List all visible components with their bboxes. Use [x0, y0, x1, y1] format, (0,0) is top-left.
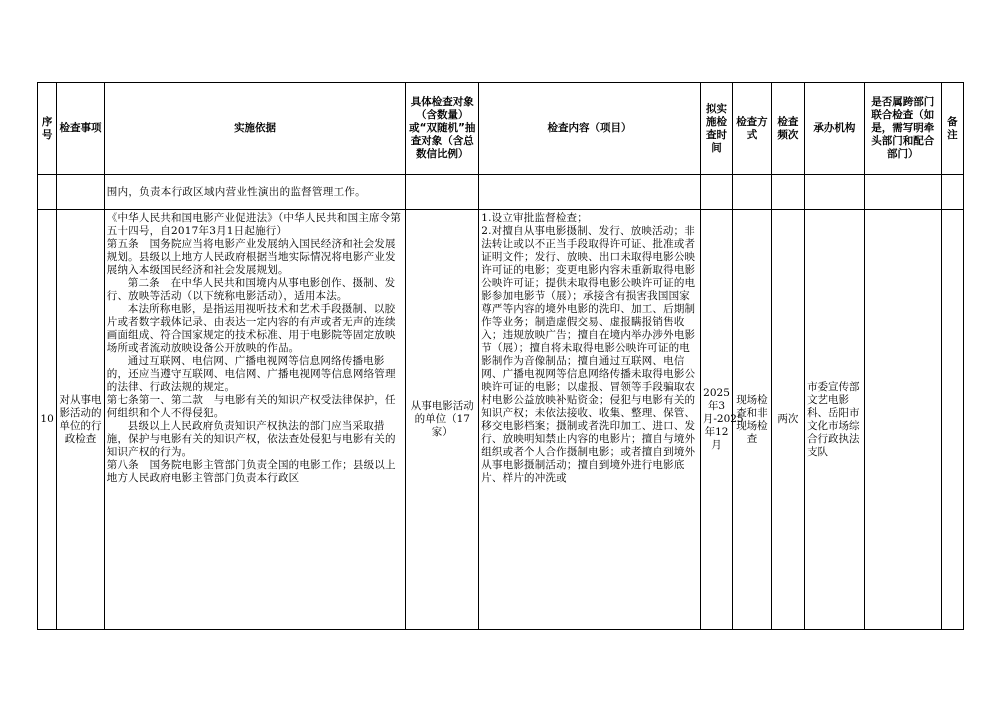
- basis-paragraph: 通过互联网、电信网、广播电视网等信息网络传播电影的，还应当遵守互联网、电信网、广播电视网等信息网络管理的法律、行政法规的规定。: [106, 354, 396, 393]
- row-org: 市委宣传部文艺电影科、岳阳市文化市场综合行政执法支队: [805, 210, 865, 630]
- row-freq: 两次: [771, 210, 804, 630]
- header-object: 具体检查对象（含数量）或“双随机”抽查对象（含总数信比例）: [406, 83, 479, 175]
- header-row: [38, 83, 964, 175]
- basis-paragraph: 本法所称电影，是指运用视听技术和艺术手段摄制、以胶片或者数字载体记录、由表达一定内容的有声或者无声的连续画面组成、符合国家规定的技术标准、用于电影院等固定放映场所或者流动放映设备公开放映的作品。: [106, 302, 396, 354]
- basis-paragraph: 第七条第一、第二款 与电影有关的知识产权受法律保护，任何组织和个人不得侵犯。: [106, 393, 396, 419]
- row-basis: [104, 210, 406, 630]
- basis-paragraph: 第二条 在中华人民共和国境内从事电影创作、摄制、发行、放映等活动（以下统称电影活动），适用本法。: [106, 276, 396, 302]
- header-item: 检查事项: [57, 83, 105, 175]
- basis-paragraph: 第八条 国务院电影主管部门负责全国的电影工作；县级以上地方人民政府电影主管部门负责本行政区: [106, 458, 396, 484]
- header-seq: 序号: [38, 83, 57, 175]
- row-item: 对从事电影活动的单位的行政检查: [57, 210, 105, 630]
- basis-paragraph: 《中华人民共和国电影产业促进法》（中华人民共和国主席令第五十四号，自2017年3月1日起施行）: [106, 211, 402, 237]
- content-paragraph: 2.对擅自从事电影摄制、发行、放映活动；非法转让或以不正当手段取得许可证、批准或者证明文件；发行、放映、出口未取得电影公映许可证的电影；变更电影内容未重新取得电影公映许可证；提供未取得电影公映许可证的电影参加电影节（展）；承接含有损害我国国家尊严等内容的境外电影的洗印、加工、后期制作等业务；制造虚假交易、虚报瞒报销售收入；违规放映广告；擅自在境内举办涉外电影节（展）；擅自将未取得电影公映许可证的电影制作为音像制品；擅自通过互联网、电信网、广播电视网等信息网络传播未取得电影公映许可证的电影；以虚报、冒领等手段骗取农村电影公益放映补贴资金；侵犯与电影有关的知识产权；未依法接收、收集、整理、保管、移交电影档案；摄制或者洗印加工、进口、发行、放映明知禁止内容的电影片；擅自与境外组织或者个人合作摄制电影；或者擅自到境外从事电影摄制活动；擅自到境外进行电影底片、样片的冲洗或: [481, 224, 696, 484]
- header-freq: 检查频次: [771, 83, 804, 175]
- header-method: 检查方式: [733, 83, 771, 175]
- header-basis: 实施依据: [104, 83, 406, 175]
- row-method: 现场检查和非现场检查: [733, 210, 771, 630]
- continuation-row: [38, 175, 964, 210]
- row-content: [479, 210, 701, 630]
- continuation-text: 围内，负责本行政区域内营业性演出的监督管理工作。: [104, 175, 406, 210]
- header-time: 拟实施检查时间: [700, 83, 732, 175]
- row-seq: 10: [38, 210, 57, 630]
- basis-paragraph: 县级以上人民政府负责知识产权执法的部门应当采取措施，保护与电影有关的知识产权，依法查处侵犯与电影有关的知识产权的行为。: [106, 419, 396, 458]
- header-content: 检查内容（项目）: [479, 83, 701, 175]
- header-org: 承办机构: [805, 83, 865, 175]
- content-paragraph: 1.设立审批监督检查；: [481, 211, 588, 224]
- table-row: [38, 210, 964, 630]
- row-time: 2025年3月-2025年12月: [700, 210, 732, 630]
- row-note: [941, 210, 963, 630]
- inspection-plan-table: [37, 82, 964, 630]
- header-cross: 是否属跨部门联合检查（如是，需写明牵头部门和配合部门）: [864, 83, 941, 175]
- row-object: 从事电影活动的单位（17家）: [406, 210, 479, 630]
- row-cross: [864, 210, 941, 630]
- basis-paragraph: 第五条 国务院应当将电影产业发展纳入国民经济和社会发展规划。县级以上地方人民政府根据当地实际情况将电影产业发展纳入本级国民经济和社会发展规划。: [106, 237, 396, 276]
- header-note: 备注: [941, 83, 963, 175]
